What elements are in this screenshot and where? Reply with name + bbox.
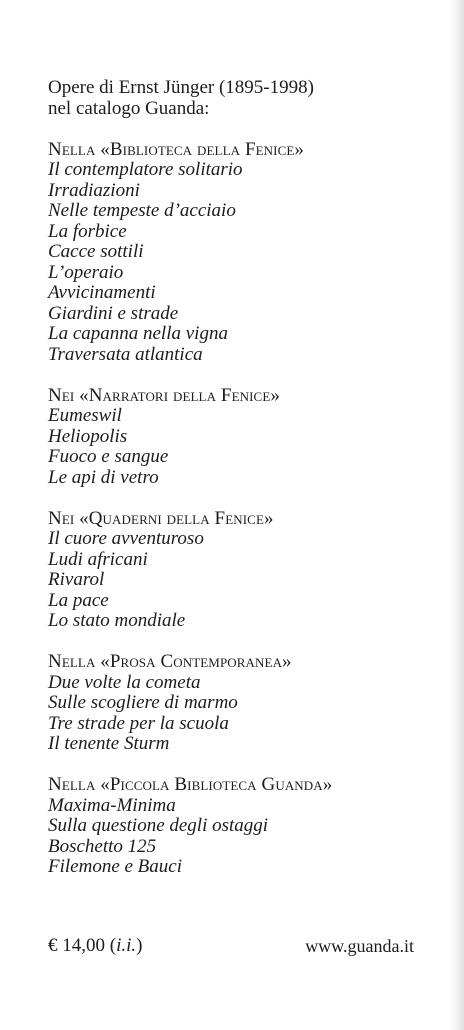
book-title: Boschetto 125 — [48, 835, 157, 857]
book-title: Il tenente Sturm — [48, 733, 170, 754]
catalog-list — [48, 78, 448, 878]
book-title: Irradiazioni — [48, 179, 140, 201]
price: € 14,00 (i.i.) — [48, 935, 143, 956]
book-title: Maxima-Minima — [48, 794, 176, 816]
price-note: i.i. — [116, 935, 137, 956]
section-quaderni-della-fenice — [48, 509, 448, 632]
section-piccola-biblioteca-guanda — [48, 775, 448, 878]
book-title: Sulla questione degli ostaggi — [48, 815, 269, 836]
book-title: La forbice — [48, 220, 127, 242]
book-title: La pace — [48, 589, 109, 611]
book-title: Rivarol — [48, 569, 105, 590]
book-title: Cacce sottili — [48, 241, 144, 262]
book-title: Tre strade per la scuola — [48, 712, 229, 734]
book-title: Giardini e strade — [48, 302, 179, 324]
book-title: Traversata atlantica — [48, 343, 203, 365]
book-title: Il contemplatore solitario — [48, 159, 243, 180]
book-title: Sulle scogliere di marmo — [48, 692, 238, 713]
book-title: Due volte la cometa — [48, 671, 201, 693]
section-heading: Nella «Prosa Contemporanea» — [48, 651, 292, 672]
publisher-website: www.guanda.it — [305, 936, 414, 956]
section-heading: Nei «Narratori della Fenice» — [48, 384, 280, 406]
section-prosa-contemporanea — [48, 652, 448, 755]
intro-line-catalog: nel catalogo Guanda: — [48, 97, 210, 119]
book-title: Il cuore avventuroso — [48, 528, 204, 549]
book-title: Filemone e Bauci — [48, 856, 183, 877]
book-title: Nelle tempeste d’acciaio — [48, 200, 236, 221]
section-heading: Nella «Biblioteca della Fenice» — [48, 138, 304, 160]
price-amount: € 14,00 — [48, 935, 105, 956]
book-title: Heliopolis — [48, 425, 128, 447]
book-title: L’operaio — [48, 261, 124, 283]
section-heading: Nei «Quaderni della Fenice» — [48, 507, 274, 529]
section-narratori-della-fenice — [48, 386, 448, 489]
section-biblioteca-della-fenice — [48, 140, 448, 366]
page-edge-shadow — [450, 0, 464, 1030]
footer — [48, 936, 414, 957]
intro-line-author: Opere di Ernst Jünger (1895-1998) — [48, 77, 314, 98]
book-title: Lo stato mondiale — [48, 610, 186, 631]
book-title: Fuoco e sangue — [48, 446, 169, 467]
book-title: Le api di vetro — [48, 466, 159, 488]
intro — [48, 78, 448, 119]
book-title: Avvicinamenti — [48, 282, 156, 303]
book-title: Eumeswil — [48, 405, 122, 426]
book-title: Ludi africani — [48, 548, 148, 570]
section-heading: Nella «Piccola Biblioteca Guanda» — [48, 774, 333, 795]
book-title: La capanna nella vigna — [48, 323, 228, 344]
